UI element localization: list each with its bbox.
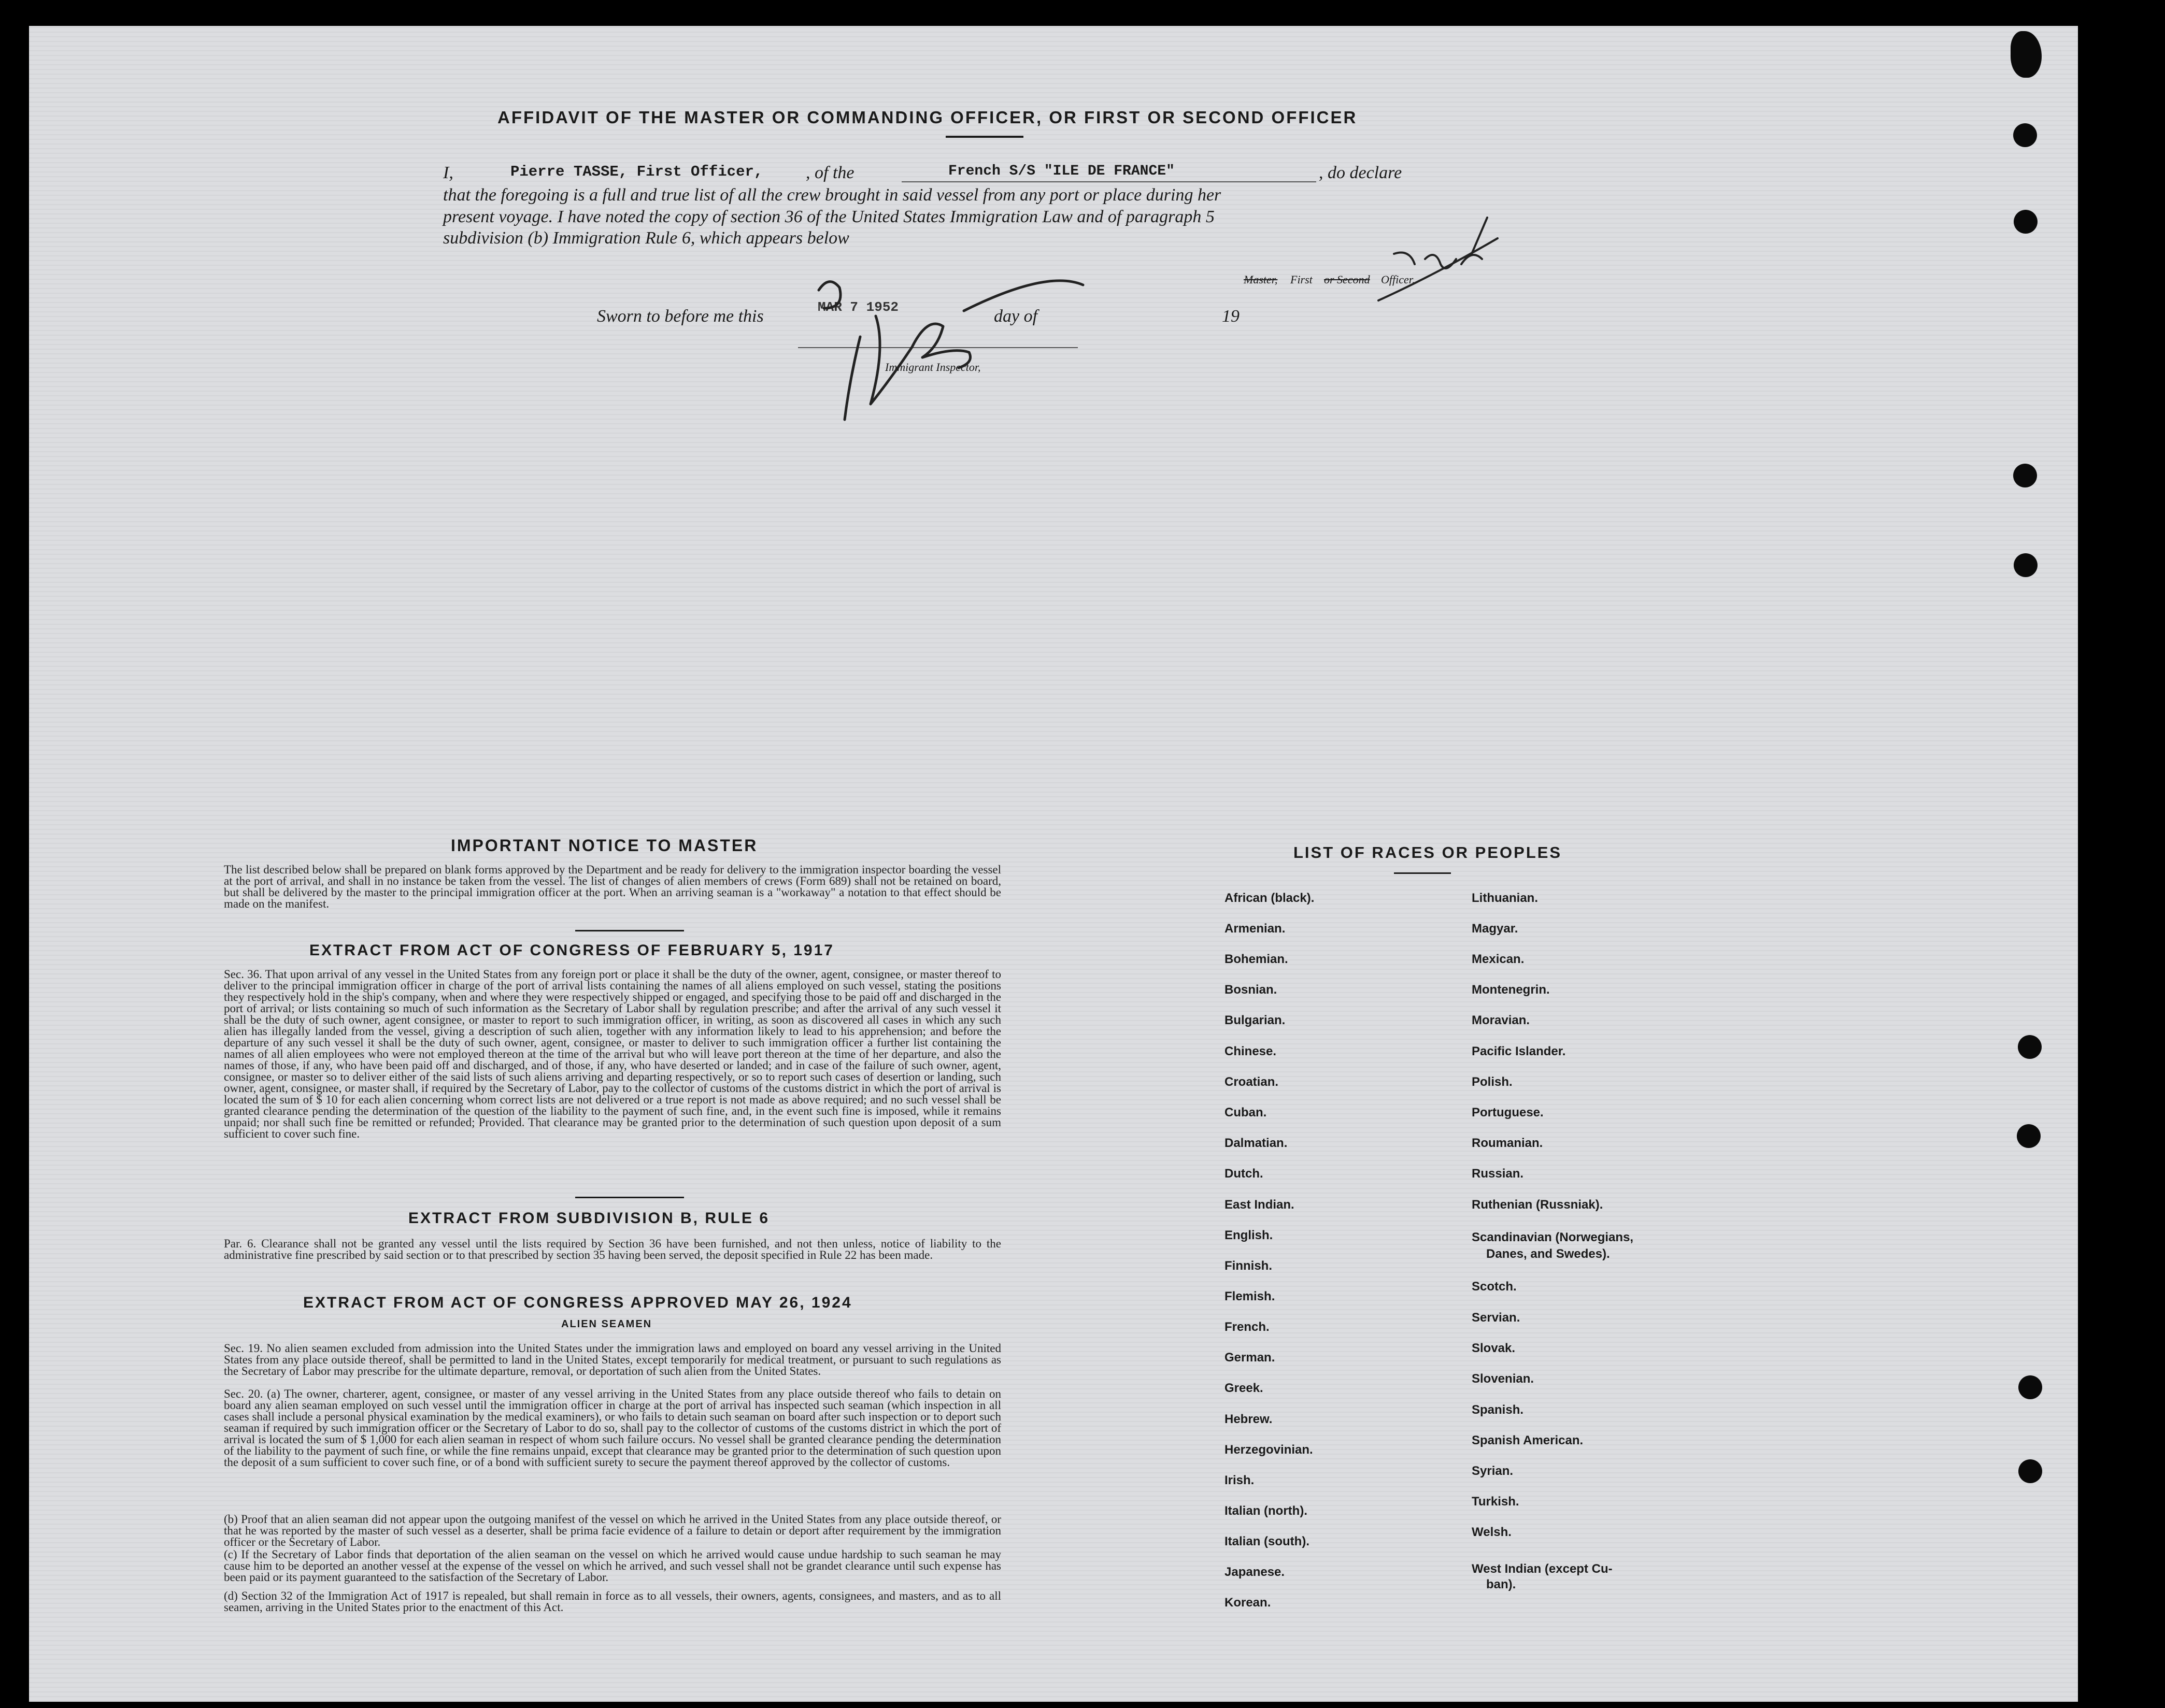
race-item: Slovenian.	[1472, 1372, 1534, 1386]
extract-rule6-title: EXTRACT FROM SUBDIVISION B, RULE 6	[408, 1210, 770, 1227]
race-item: Russian.	[1472, 1167, 1524, 1181]
affidavit-line-4: subdivision (b) Immigration Rule 6, which appears below	[443, 228, 849, 248]
year-prefix: 19	[1222, 307, 1240, 326]
race-item: ban).	[1486, 1577, 1516, 1591]
race-item: Italian (south).	[1224, 1534, 1309, 1548]
notice-body: The list described below shall be prepared on blank forms approved by the Department and be ready for delivery to the immigration inspector boarding the vessel at the port of arrival, and shall in no instance be taken from the vessel. The list of changes of alien members of crews (Form 689) shall not be retained on board, but shall be delivered by the master to the principal immigration officer at the port. When an arriving seaman is a "workaway" a notation to that effect should be made on the manifest.	[224, 863, 1001, 910]
race-item: Bulgarian.	[1224, 1013, 1286, 1027]
race-item: Japanese.	[1224, 1565, 1285, 1579]
race-item: Dalmatian.	[1224, 1136, 1288, 1150]
extract-1924-title: EXTRACT FROM ACT OF CONGRESS APPROVED MAY 26, 1924	[303, 1294, 852, 1311]
extract-1917-title: EXTRACT FROM ACT OF CONGRESS OF FEBRUARY 5, 1917	[309, 942, 834, 959]
binder-hole	[2018, 1459, 2042, 1483]
race-item: Turkish.	[1472, 1495, 1519, 1509]
extract-1924-para-1: Sec. 19. No alien seamen excluded from admission into the United States under the immigration laws and employed on board any vessel arriving in the United States from any place outside thereof, shall be permitted to land in the United States, except temporarily for medical treatment, or pursuant to such regulations as the Secretary of Labor may prescribe for the ultimate departure, removal, or deportation of such alien from the United States.	[224, 1342, 1001, 1377]
race-item: Polish.	[1472, 1075, 1513, 1089]
binder-hole	[2014, 553, 2038, 577]
race-item: Portuguese.	[1472, 1106, 1544, 1119]
race-item: Roumanian.	[1472, 1136, 1543, 1150]
race-item: Spanish.	[1472, 1403, 1524, 1417]
affidavit-line-2: that the foregoing is a full and true list of all the crew brought in said vessel from any port or place during her	[443, 185, 1221, 205]
race-item: Greek.	[1224, 1381, 1263, 1395]
binder-hole	[2014, 210, 2038, 234]
race-item: Irish.	[1224, 1473, 1255, 1487]
extract-1924-subtitle: ALIEN SEAMEN	[561, 1318, 652, 1330]
race-item: Herzegovinian.	[1224, 1443, 1313, 1457]
race-item: Korean.	[1224, 1596, 1271, 1610]
race-item: Cuban.	[1224, 1106, 1267, 1119]
race-item: Croatian.	[1224, 1075, 1279, 1089]
race-item: Scotch.	[1472, 1280, 1517, 1294]
extract-1924-para-4: (c) If the Secretary of Labor finds that deportation of the alien seaman on the vessel on which he arrived would cause undue hardship to such seaman he may cause him to be deported an another vessel at the expense of the vessel on which he arrived, and such vessel shall not be grandet clearance until such expense has been paid or its payment guaranteed to the satisfaction of the Secretary of Labor.	[224, 1548, 1001, 1584]
officer-first-label: First	[1290, 273, 1313, 286]
race-item: African (black).	[1224, 891, 1315, 905]
race-item: Welsh.	[1472, 1525, 1512, 1539]
do-declare-label: , do declare	[1319, 163, 1402, 182]
race-item: Magyar.	[1472, 922, 1518, 936]
race-item: Mexican.	[1472, 952, 1525, 966]
notice-title: IMPORTANT NOTICE TO MASTER	[451, 836, 758, 855]
race-item: Servian.	[1472, 1311, 1520, 1325]
races-rule	[1394, 872, 1451, 874]
race-item: Chinese.	[1224, 1044, 1277, 1058]
race-item: Hebrew.	[1224, 1412, 1273, 1426]
race-item: English.	[1224, 1228, 1273, 1242]
affidavit-title: AFFIDAVIT OF THE MASTER OR COMMANDING OFFICER, OR FIRST OR SECOND OFFICER	[497, 108, 1358, 127]
race-item: Danes, and Swedes).	[1486, 1247, 1610, 1261]
race-item: Italian (north).	[1224, 1504, 1307, 1518]
officer-master-struck: Master,	[1244, 273, 1278, 286]
officer-second-struck: or Second	[1324, 273, 1370, 286]
date-stamp: MAR 7 1952	[818, 299, 899, 315]
binder-hole	[2018, 1375, 2042, 1399]
race-item: Bosnian.	[1224, 983, 1277, 997]
race-item: Scandinavian (Norwegians,	[1472, 1230, 1634, 1244]
race-item: Pacific Islander.	[1472, 1044, 1566, 1058]
race-item: Dutch.	[1224, 1167, 1263, 1181]
binder-hole	[2013, 123, 2037, 147]
race-item: Slovak.	[1472, 1341, 1516, 1355]
race-item: Spanish American.	[1472, 1433, 1584, 1447]
extract-1924-para-5: (d) Section 32 of the Immigration Act of 1917 is repealed, but shall remain in force as to all vessels, their owners, agents, consignees, and masters, and as to all seamen, arriving in the United States prior to the enactment of this Act.	[224, 1589, 1001, 1614]
race-item: East Indian.	[1224, 1198, 1294, 1212]
race-item: Bohemian.	[1224, 952, 1288, 966]
race-item: Armenian.	[1224, 922, 1286, 936]
i-label: I,	[443, 163, 453, 182]
race-item: German.	[1224, 1351, 1275, 1365]
binder-hole	[2018, 1035, 2042, 1059]
section-rule	[575, 930, 684, 931]
officer-suffix: Officer,	[1381, 273, 1415, 286]
race-item: Flemish.	[1224, 1289, 1275, 1303]
extract-1924-para-3: (b) Proof that an alien seaman did not appear upon the outgoing manifest of the vessel on which he arrived in the United States from any place outside thereof, or that he was reported by the master of such vessel as a deserter, shall be prima facie evidence of a failure to detain or deport after requirement by the immigration officer or the Secretary of Labor.	[224, 1513, 1001, 1548]
binder-hole	[2017, 1124, 2041, 1148]
inspector-signature	[798, 259, 1213, 425]
inspector-label: Immigrant Inspector,	[885, 361, 981, 374]
affidavit-line-3: present voyage. I have noted the copy of section 36 of the United States Immigration Law and of paragraph 5	[443, 207, 1215, 226]
race-item: West Indian (except Cu-	[1472, 1562, 1613, 1576]
vessel-name: French S/S "ILE DE FRANCE"	[948, 163, 1175, 179]
binder-hole	[2013, 464, 2037, 487]
extract-1917-body: Sec. 36. That upon arrival of any vessel in the United States from any foreign port or place it shall be the duty of the owner, agent, consignee, or master thereof to deliver to the principal immigration officer in charge of the port of arrival lists containing the names of all aliens employed on such vessel, stating the positions they respectively hold in the ship's company, when and where they were respectively shipped or engaged, and specifying those to be paid off and discharged in the port of arrival; or lists containing so much of such information as the Secretary of Labor shall by regulation prescribe; and after the arrival of any such vessel it shall be the duty of such owner, agent consignee, or master to report to such immigration officer, in writing, as soon as discovered all cases in which any such alien has illegally landed from the vessel, giving a description of such alien, together with any information likely to lead to his apprehension; and before the departure of any such vessel it shall be the duty of such owner, agent, consignee, or master to deliver to such immigration officer a further list containing the names of all alien employees who were not employed thereon at the time of the arrival but who will leave port thereon at the time of her departure, and also the names of those, if any, who have been paid off and discharged, and of those, if any, who have deserted or landed; and in case of the failure of such owner, agent, consignee, or master so to deliver either of the said lists of such aliens arriving and departing respectively, or so to report such cases of desertion or landing, such owner, agent, consignee, or master shall, if required by the Secretary of Labor, pay to the collector of customs of the customs district in which the port of arrival is located the sum of $ 10 for each alien concerning whom correct lists are not delivered or a true report is not made as above required; and no such vessel shall be granted clearance pending the determination of the question of the liability to the payment of such fine, and, in the event such fine is imposed, while it remains unpaid; nor shall such fine be remitted or refunded; Provided. That clearance may be granted prior to the determination of such question upon deposit of a sum sufficient to cover such fine.	[224, 968, 1001, 1140]
race-item: Finnish.	[1224, 1259, 1272, 1273]
section-rule	[575, 1197, 684, 1198]
day-of-label: day of	[994, 307, 1038, 326]
title-rule	[946, 136, 1023, 138]
of-the-label: , of the	[806, 163, 854, 182]
extract-rule6-body: Par. 6. Clearance shall not be granted any vessel until the lists required by Section 36 have been furnished, and not then unless, notice of liability to the administrative fine prescribed by said section or to that prescribed by section 35 having been served, the deposit specified in Rule 22 has been made.	[224, 1237, 1001, 1261]
race-item: Moravian.	[1472, 1013, 1530, 1027]
extract-1924-para-2: Sec. 20. (a) The owner, charterer, agent, consignee, or master of any vessel arriving in the United States from any place outside thereof who fails to detain on board any alien seaman employed on such vessel until the immigration officer in charge at the port of arrival has inspected such seaman (which inspection in all cases shall include a personal physical examination by the medical examiners), or who fails to detain such seaman on board after such inspection or to deport such seaman if required by such immigration officer or the Secretary of Labor to do so, shall pay to the collector of customs of the customs district in which the port of arrival is located the sum of $ 1,000 for each alien seaman in respect of whom such failure occurs. No vessel shall be granted clearance pending the determination of the liability to the payment of such fine, or while the fine remains unpaid, except that clearance may be granted prior to the determination of such question upon the deposit of a sum sufficient to cover such fine, or of a bond with sufficient surety to secure the payment thereof approved by the collector of customs.	[224, 1387, 1001, 1469]
officer-signature	[1249, 197, 1508, 321]
race-item: Syrian.	[1472, 1464, 1514, 1478]
vessel-underline	[902, 181, 1316, 182]
race-item: Montenegrin.	[1472, 983, 1550, 997]
race-item: Lithuanian.	[1472, 891, 1538, 905]
race-item: French.	[1224, 1320, 1270, 1334]
race-item: Ruthenian (Russniak).	[1472, 1198, 1603, 1212]
declarant-name: Pierre TASSE, First Officer,	[510, 163, 763, 180]
races-title: LIST OF RACES OR PEOPLES	[1293, 843, 1562, 862]
sworn-label: Sworn to before me this	[597, 307, 764, 326]
